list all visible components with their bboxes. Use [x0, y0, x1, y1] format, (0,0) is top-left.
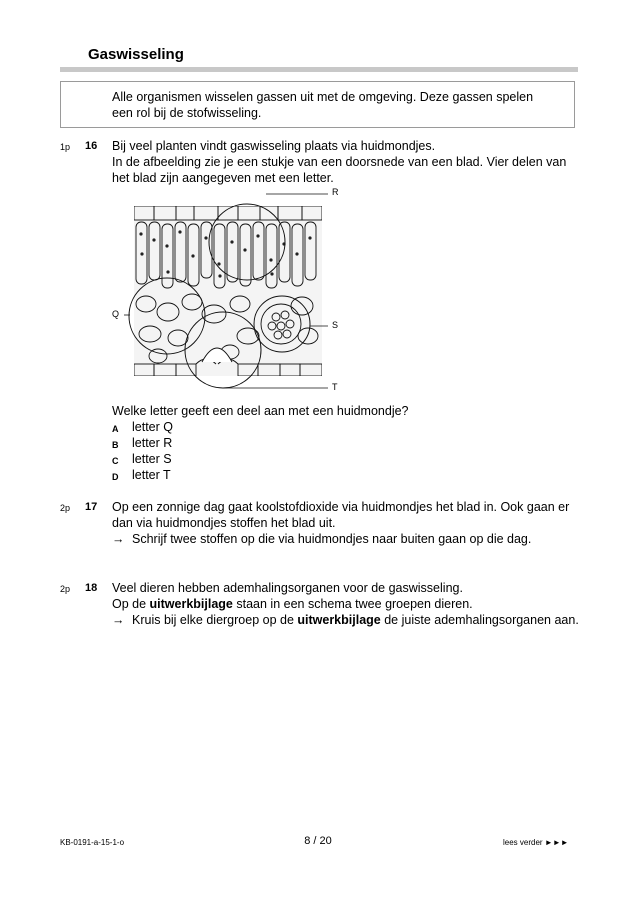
question-number: 16	[85, 140, 98, 152]
choice-d[interactable]	[112, 467, 582, 483]
arrow-icon: →	[112, 613, 125, 627]
footer-code: KB-0191-a-15-1-o	[60, 838, 125, 847]
choice-text: letter T	[132, 468, 171, 482]
leaf-cross-section-figure	[106, 184, 356, 394]
question-text: Veel dieren hebben ademhalingsorganen voor de gaswisseling.	[112, 581, 463, 595]
figure-label-r: R	[332, 187, 339, 197]
choice-letter: C	[112, 456, 119, 466]
figure-label-s: S	[332, 320, 339, 330]
intro-box	[60, 81, 575, 128]
choice-text: letter S	[132, 452, 172, 466]
arrow-icon: →	[112, 532, 125, 546]
choice-a[interactable]	[112, 419, 582, 435]
leaf-illustration	[106, 184, 356, 394]
question-points: 2p	[60, 584, 71, 594]
choice-c[interactable]	[112, 451, 582, 467]
question-number: 17	[85, 501, 98, 513]
question-number: 18	[85, 582, 98, 594]
choice-letter: D	[112, 472, 119, 482]
choice-text: letter R	[132, 436, 173, 450]
title-rule	[60, 67, 578, 72]
bold-term: uitwerkbijlage	[149, 597, 233, 611]
instruction-text: Kruis bij elke diergroep op de uitwerkbijlage de juiste ademhalingsorganen aan.	[132, 613, 579, 627]
choice-letter: B	[112, 440, 119, 450]
choice-letter: A	[112, 424, 119, 434]
question-points: 1p	[60, 142, 71, 152]
question-points: 2p	[60, 503, 71, 513]
figure-label-t: T	[332, 382, 338, 392]
choice-text: letter Q	[132, 420, 173, 434]
bold-term: uitwerkbijlage	[297, 613, 381, 627]
choice-b[interactable]	[112, 435, 582, 451]
figure-label-q: Q	[112, 309, 120, 319]
intro-text: Alle organismen wisselen gassen uit met de omgeving. Deze gassen spelen een rol bij de stofwisseling.	[112, 90, 534, 120]
instruction-line	[112, 531, 582, 547]
footer-next: lees verder ►►►	[503, 838, 569, 847]
page-title: Gaswisseling	[88, 46, 184, 63]
question-prompt: Welke letter geeft een deel aan met een huidmondje?	[112, 404, 409, 418]
instruction-text: Schrijf twee stoffen op die via huidmondjes naar buiten gaan op die dag.	[132, 532, 532, 546]
question-text: Op een zonnige dag gaat koolstofdioxide via huidmondjes het blad in. Ook gaan er dan via huidmondjes stoffen het blad uit.	[112, 500, 570, 530]
question-text: In de afbeelding zie je een stukje van een doorsnede van een blad. Vier delen van het blad zijn aangegeven met een letter.	[112, 155, 567, 185]
question-text: Bij veel planten vindt gaswisseling plaats via huidmondjes.	[112, 139, 436, 153]
instruction-line	[112, 612, 582, 628]
question-text: Op de uitwerkbijlage staan in een schema twee groepen dieren.	[112, 597, 473, 611]
footer-page-number: 8 / 20	[304, 835, 332, 847]
